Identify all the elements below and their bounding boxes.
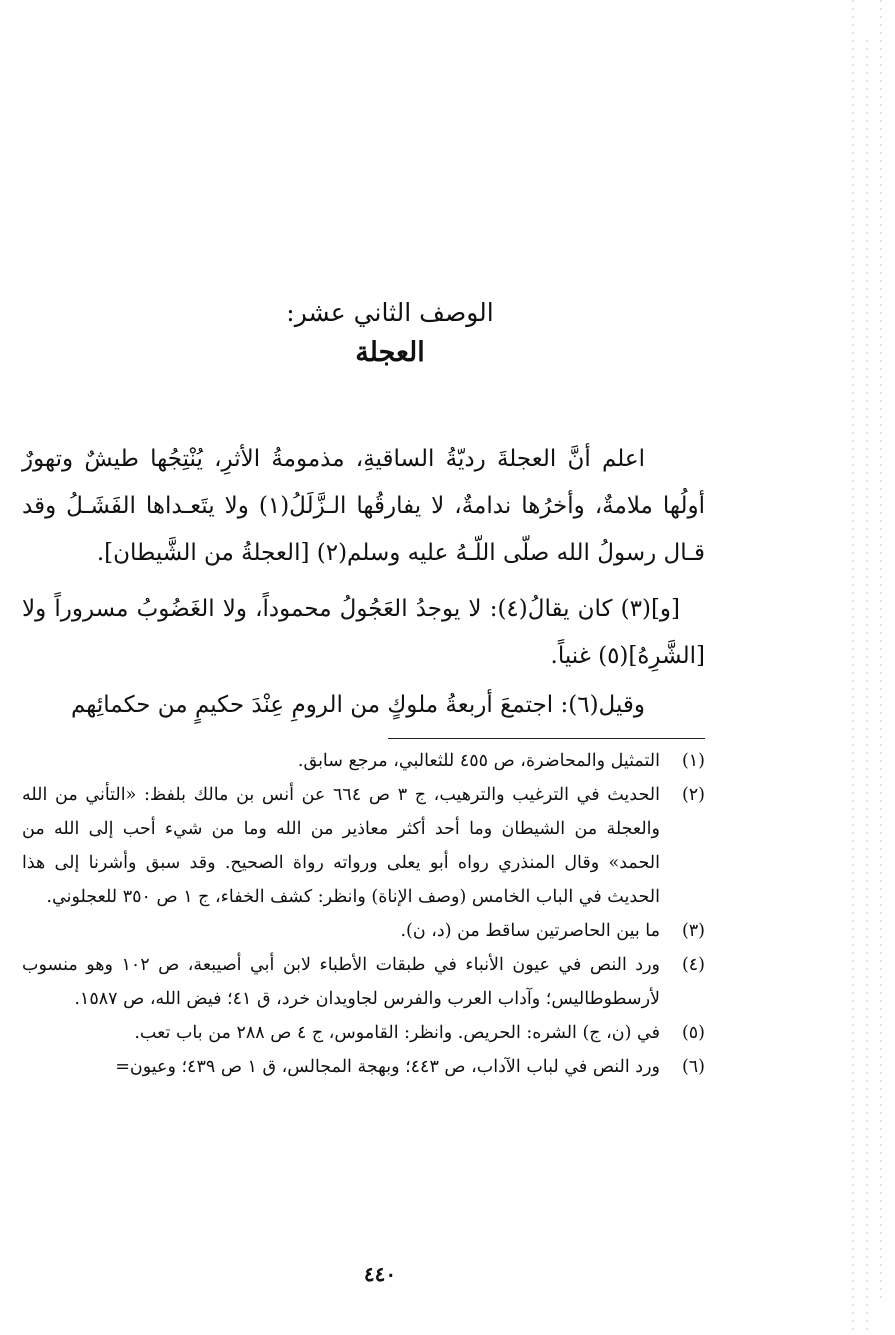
section-heading: الوصف الثاني عشر:	[286, 298, 494, 327]
scan-edge-artifact	[845, 0, 895, 1335]
footnote-number: (٣)	[681, 921, 705, 941]
footnote-text: ورد النص في لباب الآداب، ص ٤٤٣؛ وبهجة المجالس، ق ١ ص ٤٣٩؛ وعيون=	[115, 1057, 660, 1077]
footnote-divider	[388, 738, 705, 739]
footnote	[22, 778, 705, 914]
footnote-number: (١)	[681, 751, 705, 771]
body-paragraph: وقيل(٦): اجتمعَ أربعةُ ملوكٍ من الرومِ عِنْدَ حكيمٍ من حكمائِهم	[70, 692, 645, 718]
body-paragraph: اعلم أنَّ العجلةَ رديّةُ الساقيةِ، مذمومةُ الأثرِ، يُنْتِجُها طيشٌ وتهورٌ أولُها ملامةٌ، وأخرُها ندامةٌ، لا يفارقُها الـزَّلَلُ(١) ولا يتَعـداها الفَشَـلُ وقد قـال رسولُ الله صلّى اللّـهُ عليه وسلم(٢) [العجلةُ من الشَّيطان].	[22, 446, 705, 566]
footnote-text: الحديث في الترغيب والترهيب، ج ٣ ص ٦٦٤ عن أنس بن مالك بلفظ: «التأني من الله والعجلة من الشيطان وما أحد أكثر معاذير من الله وما من شيء أحب إلى الله من الحمد» وقال المنذري رواه أبو يعلى ورواته رواة الصحيح. وقد سبق وأشرنا إلى هذا الحديث في الباب الخامس (وصف الإناة) وانظر: كشف الخفاء، ج ١ ص ٣٥٠ للعجلوني.	[22, 785, 660, 907]
footnote-text: في (ن، ج) الشره: الحريص. وانظر: القاموس، ج ٤ ص ٢٨٨ من باب تعب.	[134, 1023, 660, 1043]
footnote-number: (٦)	[681, 1057, 705, 1077]
footnote-number: (٤)	[681, 955, 705, 975]
footnote	[22, 948, 705, 1016]
body-paragraph: [و](٣) كان يقالُ(٤): لا يوجدُ العَجُولُ محموداً، ولا الغَضُوبُ مسروراً ولا [الشَّرِهُ](٥) غنياً.	[22, 596, 705, 669]
footnote-text: ما بين الحاصرتين ساقط من (د، ن).	[400, 921, 660, 941]
section-title: العجلة	[355, 337, 425, 368]
footnote-number: (٥)	[681, 1023, 705, 1043]
footnote	[22, 744, 705, 778]
footnote	[22, 914, 705, 948]
footnote-number: (٢)	[681, 785, 705, 805]
footnote	[22, 1016, 705, 1050]
footnote-text: التمثيل والمحاضرة، ص ٤٥٥ للثعالبي، مرجع سابق.	[297, 751, 660, 771]
page-number: ٤٤٠	[363, 1262, 397, 1286]
footnotes-list	[22, 744, 705, 1084]
footnote-text: ورد النص في عيون الأنباء في طبقات الأطباء لابن أبي أصيبعة، ص ١٠٢ وهو منسوب لأرسطوطاليس؛ وآداب العرب والفرس لجاويدان خرد، ق ٤١؛ فيض الله، ص ١٥٨٧.	[22, 955, 660, 1009]
footnote	[22, 1050, 705, 1084]
